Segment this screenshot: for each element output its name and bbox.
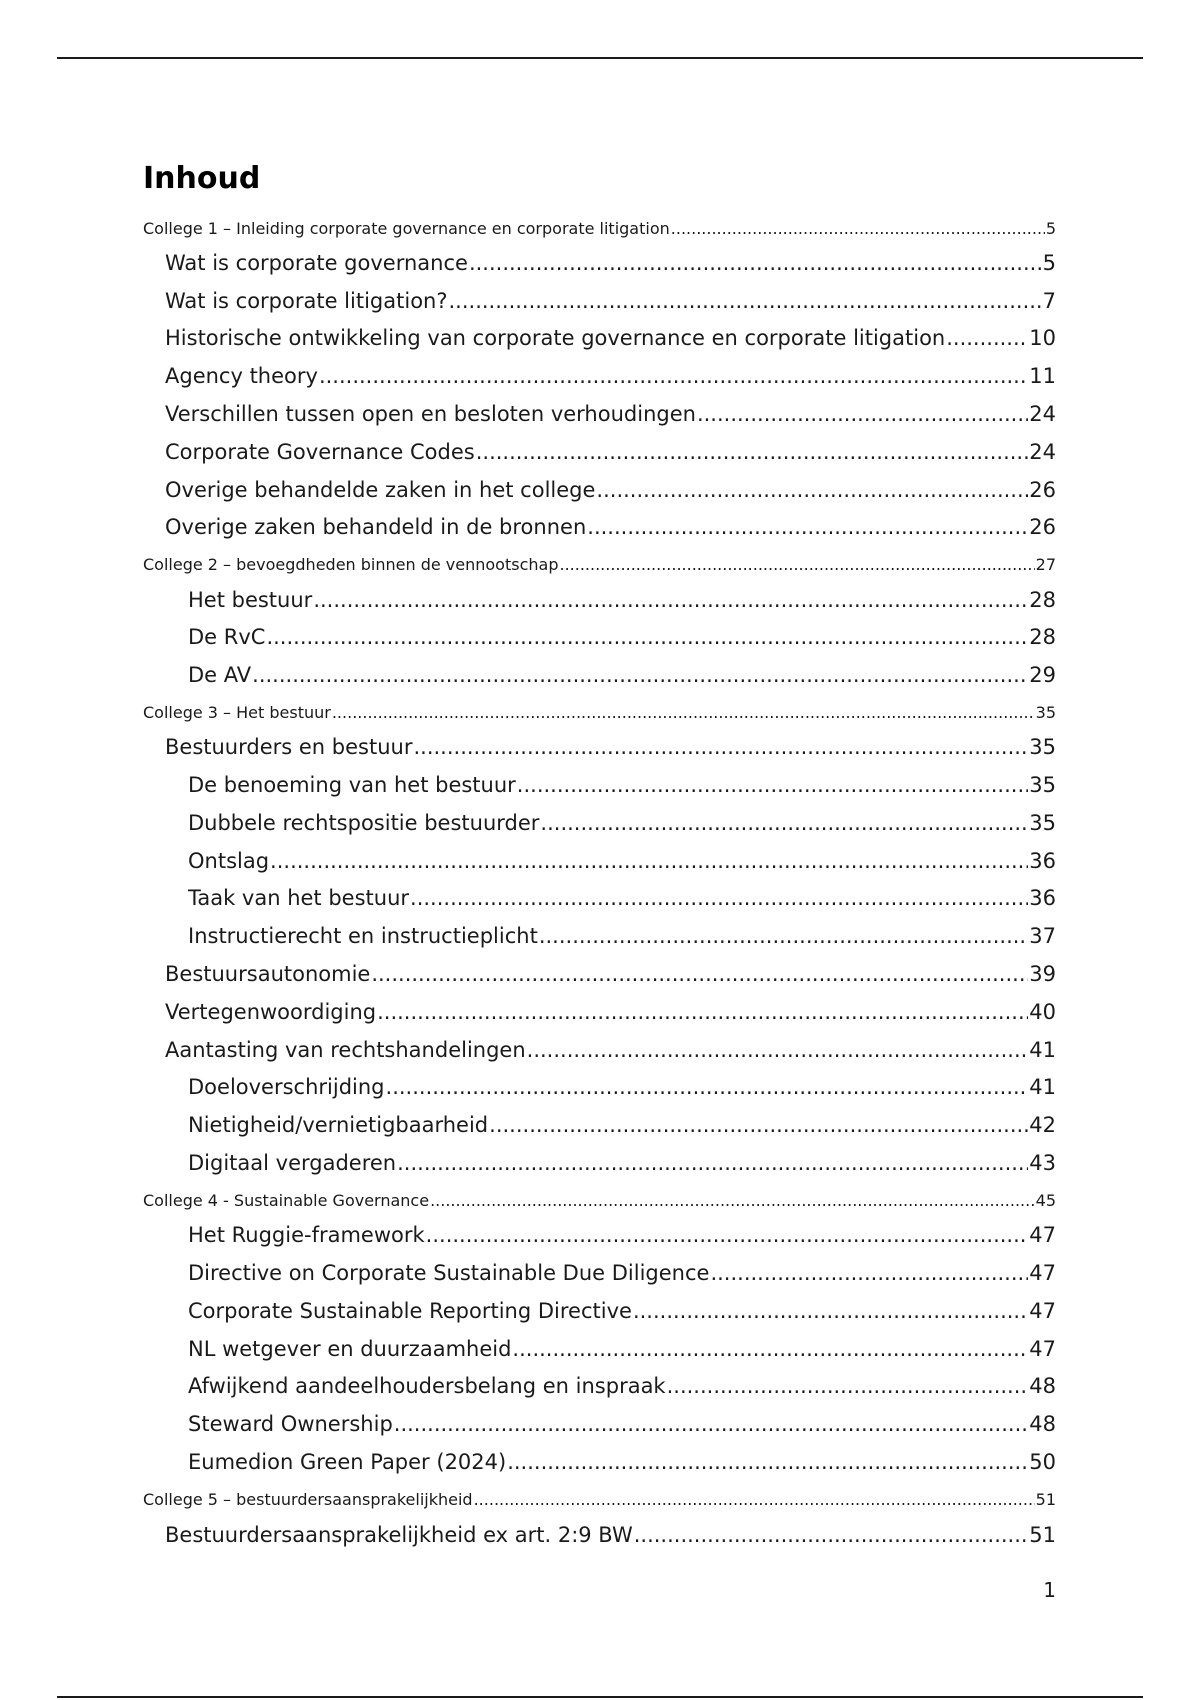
toc-entry[interactable] (165, 326, 1056, 350)
toc-entry-page: 5 (1045, 219, 1056, 238)
toc-entry[interactable] (143, 1191, 1056, 1210)
toc-entry-label: Instructierecht en instructieplicht (188, 924, 538, 948)
toc-entry[interactable] (188, 588, 1056, 612)
toc-leader-dots (527, 1038, 1029, 1062)
toc-leader-dots (313, 588, 1028, 612)
toc-leader-dots (559, 555, 1034, 574)
toc-entry[interactable] (188, 849, 1056, 873)
toc-entry[interactable] (143, 219, 1056, 238)
toc-entry[interactable] (188, 1075, 1056, 1099)
toc-entry-label: Historische ontwikkeling van corporate governance en corporate litigation (165, 326, 946, 350)
toc-entry-page: 45 (1035, 1191, 1056, 1210)
toc-entry-page: 40 (1029, 1000, 1056, 1024)
toc-leader-dots (946, 326, 1028, 350)
toc-entry[interactable] (165, 962, 1056, 986)
toc-entry-label: College 4 - Sustainable Governance (143, 1191, 430, 1210)
toc-entry-label: Overige behandelde zaken in het college (165, 478, 596, 502)
toc-entry[interactable] (165, 1038, 1056, 1062)
toc-leader-dots (587, 515, 1028, 539)
toc-entry-page: 47 (1029, 1223, 1056, 1247)
toc-entry-label: College 5 – bestuurdersaansprakelijkheid (143, 1490, 473, 1509)
toc-entry[interactable] (165, 515, 1056, 539)
toc-leader-dots (319, 364, 1028, 388)
toc-entry-page: 35 (1029, 811, 1056, 835)
toc-entry[interactable] (188, 924, 1056, 948)
toc-entry-label: Corporate Sustainable Reporting Directive (188, 1299, 632, 1323)
toc-entry-label: De AV (188, 663, 252, 687)
toc-entry-page: 5 (1042, 251, 1056, 275)
toc-entry-page: 51 (1029, 1523, 1056, 1547)
toc-entry[interactable] (188, 1450, 1056, 1474)
toc-entry-label: Bestuurdersaansprakelijkheid ex art. 2:9 BW (165, 1523, 633, 1547)
toc-entry-label: NL wetgever en duurzaamheid (188, 1337, 512, 1361)
toc-leader-dots (474, 1490, 1035, 1509)
toc-leader-dots (539, 924, 1028, 948)
toc-entry[interactable] (188, 886, 1056, 910)
toc-entry[interactable] (188, 1412, 1056, 1436)
toc-entry-label: College 1 – Inleiding corporate governance en corporate litigation (143, 219, 670, 238)
toc-leader-dots (394, 1412, 1028, 1436)
toc-entry-page: 35 (1035, 703, 1056, 722)
toc-entry-page: 28 (1029, 625, 1056, 649)
toc-leader-dots (710, 1261, 1028, 1285)
toc-entry[interactable] (165, 289, 1056, 313)
toc-entry-page: 47 (1029, 1337, 1056, 1361)
toc-entry-label: College 3 – Het bestuur (143, 703, 331, 722)
toc-entry-page: 10 (1029, 326, 1056, 350)
toc-leader-dots (667, 1374, 1029, 1398)
toc-entry[interactable] (188, 1374, 1056, 1398)
footer-rule (57, 1696, 1143, 1698)
toc-entry-page: 47 (1029, 1261, 1056, 1285)
toc-entry[interactable] (188, 1223, 1056, 1247)
toc-entry-label: Agency theory (165, 364, 318, 388)
toc-entry-page: 43 (1029, 1151, 1056, 1175)
toc-entry-label: Ontslag (188, 849, 270, 873)
toc-entry-label: Wat is corporate governance (165, 251, 468, 275)
toc-entry-page: 28 (1029, 588, 1056, 612)
toc-leader-dots (377, 1000, 1028, 1024)
toc-entry-page: 24 (1029, 440, 1056, 464)
toc-leader-dots (397, 1151, 1028, 1175)
toc-entry-page: 11 (1029, 364, 1056, 388)
toc-entry-page: 26 (1029, 515, 1056, 539)
toc-leader-dots (371, 962, 1028, 986)
toc-leader-dots (270, 849, 1028, 873)
toc-entry-page: 47 (1029, 1299, 1056, 1323)
toc-entry[interactable] (188, 1299, 1056, 1323)
toc-entry-label: Afwijkend aandeelhoudersbelang en inspraak (188, 1374, 666, 1398)
toc-leader-dots (430, 1191, 1035, 1210)
toc-entry-label: Aantasting van rechtshandelingen (165, 1038, 526, 1062)
toc-entry-page: 24 (1029, 402, 1056, 426)
toc-entry-label: Eumedion Green Paper (2024) (188, 1450, 507, 1474)
toc-entry[interactable] (165, 1523, 1056, 1547)
toc-entry-page: 37 (1029, 924, 1056, 948)
toc-entry-page: 36 (1029, 886, 1056, 910)
toc-entry-label: Steward Ownership (188, 1412, 393, 1436)
toc-leader-dots (634, 1523, 1029, 1547)
toc-leader-dots (540, 811, 1028, 835)
toc-leader-dots (512, 1337, 1028, 1361)
toc-entry-page: 7 (1042, 289, 1056, 313)
toc-entry[interactable] (188, 1113, 1056, 1137)
toc-leader-dots (386, 1075, 1029, 1099)
toc-entry-label: Wat is corporate litigation? (165, 289, 448, 313)
toc-entry[interactable] (165, 364, 1056, 388)
toc-entry-page: 48 (1029, 1374, 1056, 1398)
toc-entry[interactable] (165, 440, 1056, 464)
toc-leader-dots (633, 1299, 1028, 1323)
toc-entry-label: Bestuurders en bestuur (165, 735, 413, 759)
toc-entry-page: 26 (1029, 478, 1056, 502)
toc-entry-label: Nietigheid/vernietigbaarheid (188, 1113, 489, 1137)
toc-entry[interactable] (188, 773, 1056, 797)
toc-entry-page: 50 (1029, 1450, 1056, 1474)
toc-entry[interactable] (143, 1490, 1056, 1509)
toc-leader-dots (507, 1450, 1028, 1474)
toc-entry-page: 42 (1029, 1113, 1056, 1137)
toc-entry[interactable] (188, 1337, 1056, 1361)
toc-entry[interactable] (188, 1261, 1056, 1285)
toc-entry-label: Bestuursautonomie (165, 962, 371, 986)
toc-entry[interactable] (165, 251, 1056, 275)
toc-leader-dots (517, 773, 1028, 797)
toc-leader-dots (489, 1113, 1028, 1137)
toc-entry-page: 27 (1035, 555, 1056, 574)
toc-entry[interactable] (143, 555, 1056, 574)
toc-entry[interactable] (188, 663, 1056, 687)
toc-entry-label: Vertegenwoordiging (165, 1000, 377, 1024)
toc-entry-label: Taak van het bestuur (188, 886, 410, 910)
toc-entry-label: College 2 – bevoegdheden binnen de vennootschap (143, 555, 559, 574)
page-title: Inhoud (143, 161, 261, 196)
toc-entry-page: 36 (1029, 849, 1056, 873)
toc-leader-dots (426, 1223, 1029, 1247)
toc-leader-dots (332, 703, 1035, 722)
toc-entry-label: Overige zaken behandeld in de bronnen (165, 515, 587, 539)
toc-entry-label: Digitaal vergaderen (188, 1151, 397, 1175)
toc-entry-label: De RvC (188, 625, 266, 649)
toc-entry-label: Directive on Corporate Sustainable Due Diligence (188, 1261, 710, 1285)
toc-entry[interactable] (165, 1000, 1056, 1024)
toc-leader-dots (410, 886, 1028, 910)
toc-entry-label: Verschillen tussen open en besloten verhoudingen (165, 402, 696, 426)
toc-leader-dots (266, 625, 1028, 649)
toc-entry-label: Het Ruggie-framework (188, 1223, 425, 1247)
toc-leader-dots (252, 663, 1028, 687)
toc-leader-dots (476, 440, 1029, 464)
toc-entry-page: 48 (1029, 1412, 1056, 1436)
toc-entry[interactable] (143, 703, 1056, 722)
toc-entry-page: 29 (1029, 663, 1056, 687)
toc-entry-label: Doeloverschrijding (188, 1075, 385, 1099)
toc-entry-page: 51 (1035, 1490, 1056, 1509)
toc-entry-label: De benoeming van het bestuur (188, 773, 516, 797)
toc-leader-dots (697, 402, 1028, 426)
toc-entry[interactable] (165, 735, 1056, 759)
toc-entry-page: 35 (1029, 773, 1056, 797)
toc-entry-page: 41 (1029, 1075, 1056, 1099)
toc-entry[interactable] (165, 402, 1056, 426)
toc-entry[interactable] (165, 478, 1056, 502)
toc-entry[interactable] (188, 811, 1056, 835)
toc-leader-dots (413, 735, 1028, 759)
toc-leader-dots (596, 478, 1028, 502)
toc-entry-label: Corporate Governance Codes (165, 440, 475, 464)
page-number: 1 (1043, 1578, 1056, 1602)
toc-entry[interactable] (188, 1151, 1056, 1175)
toc-entry-label: Dubbele rechtspositie bestuurder (188, 811, 540, 835)
toc-entry-page: 39 (1029, 962, 1056, 986)
toc-leader-dots (671, 219, 1045, 238)
toc-entry-page: 35 (1029, 735, 1056, 759)
toc-entry-page: 41 (1029, 1038, 1056, 1062)
toc-leader-dots (449, 289, 1042, 313)
toc-entry-label: Het bestuur (188, 588, 313, 612)
toc-leader-dots (469, 251, 1042, 275)
toc-entry[interactable] (188, 625, 1056, 649)
